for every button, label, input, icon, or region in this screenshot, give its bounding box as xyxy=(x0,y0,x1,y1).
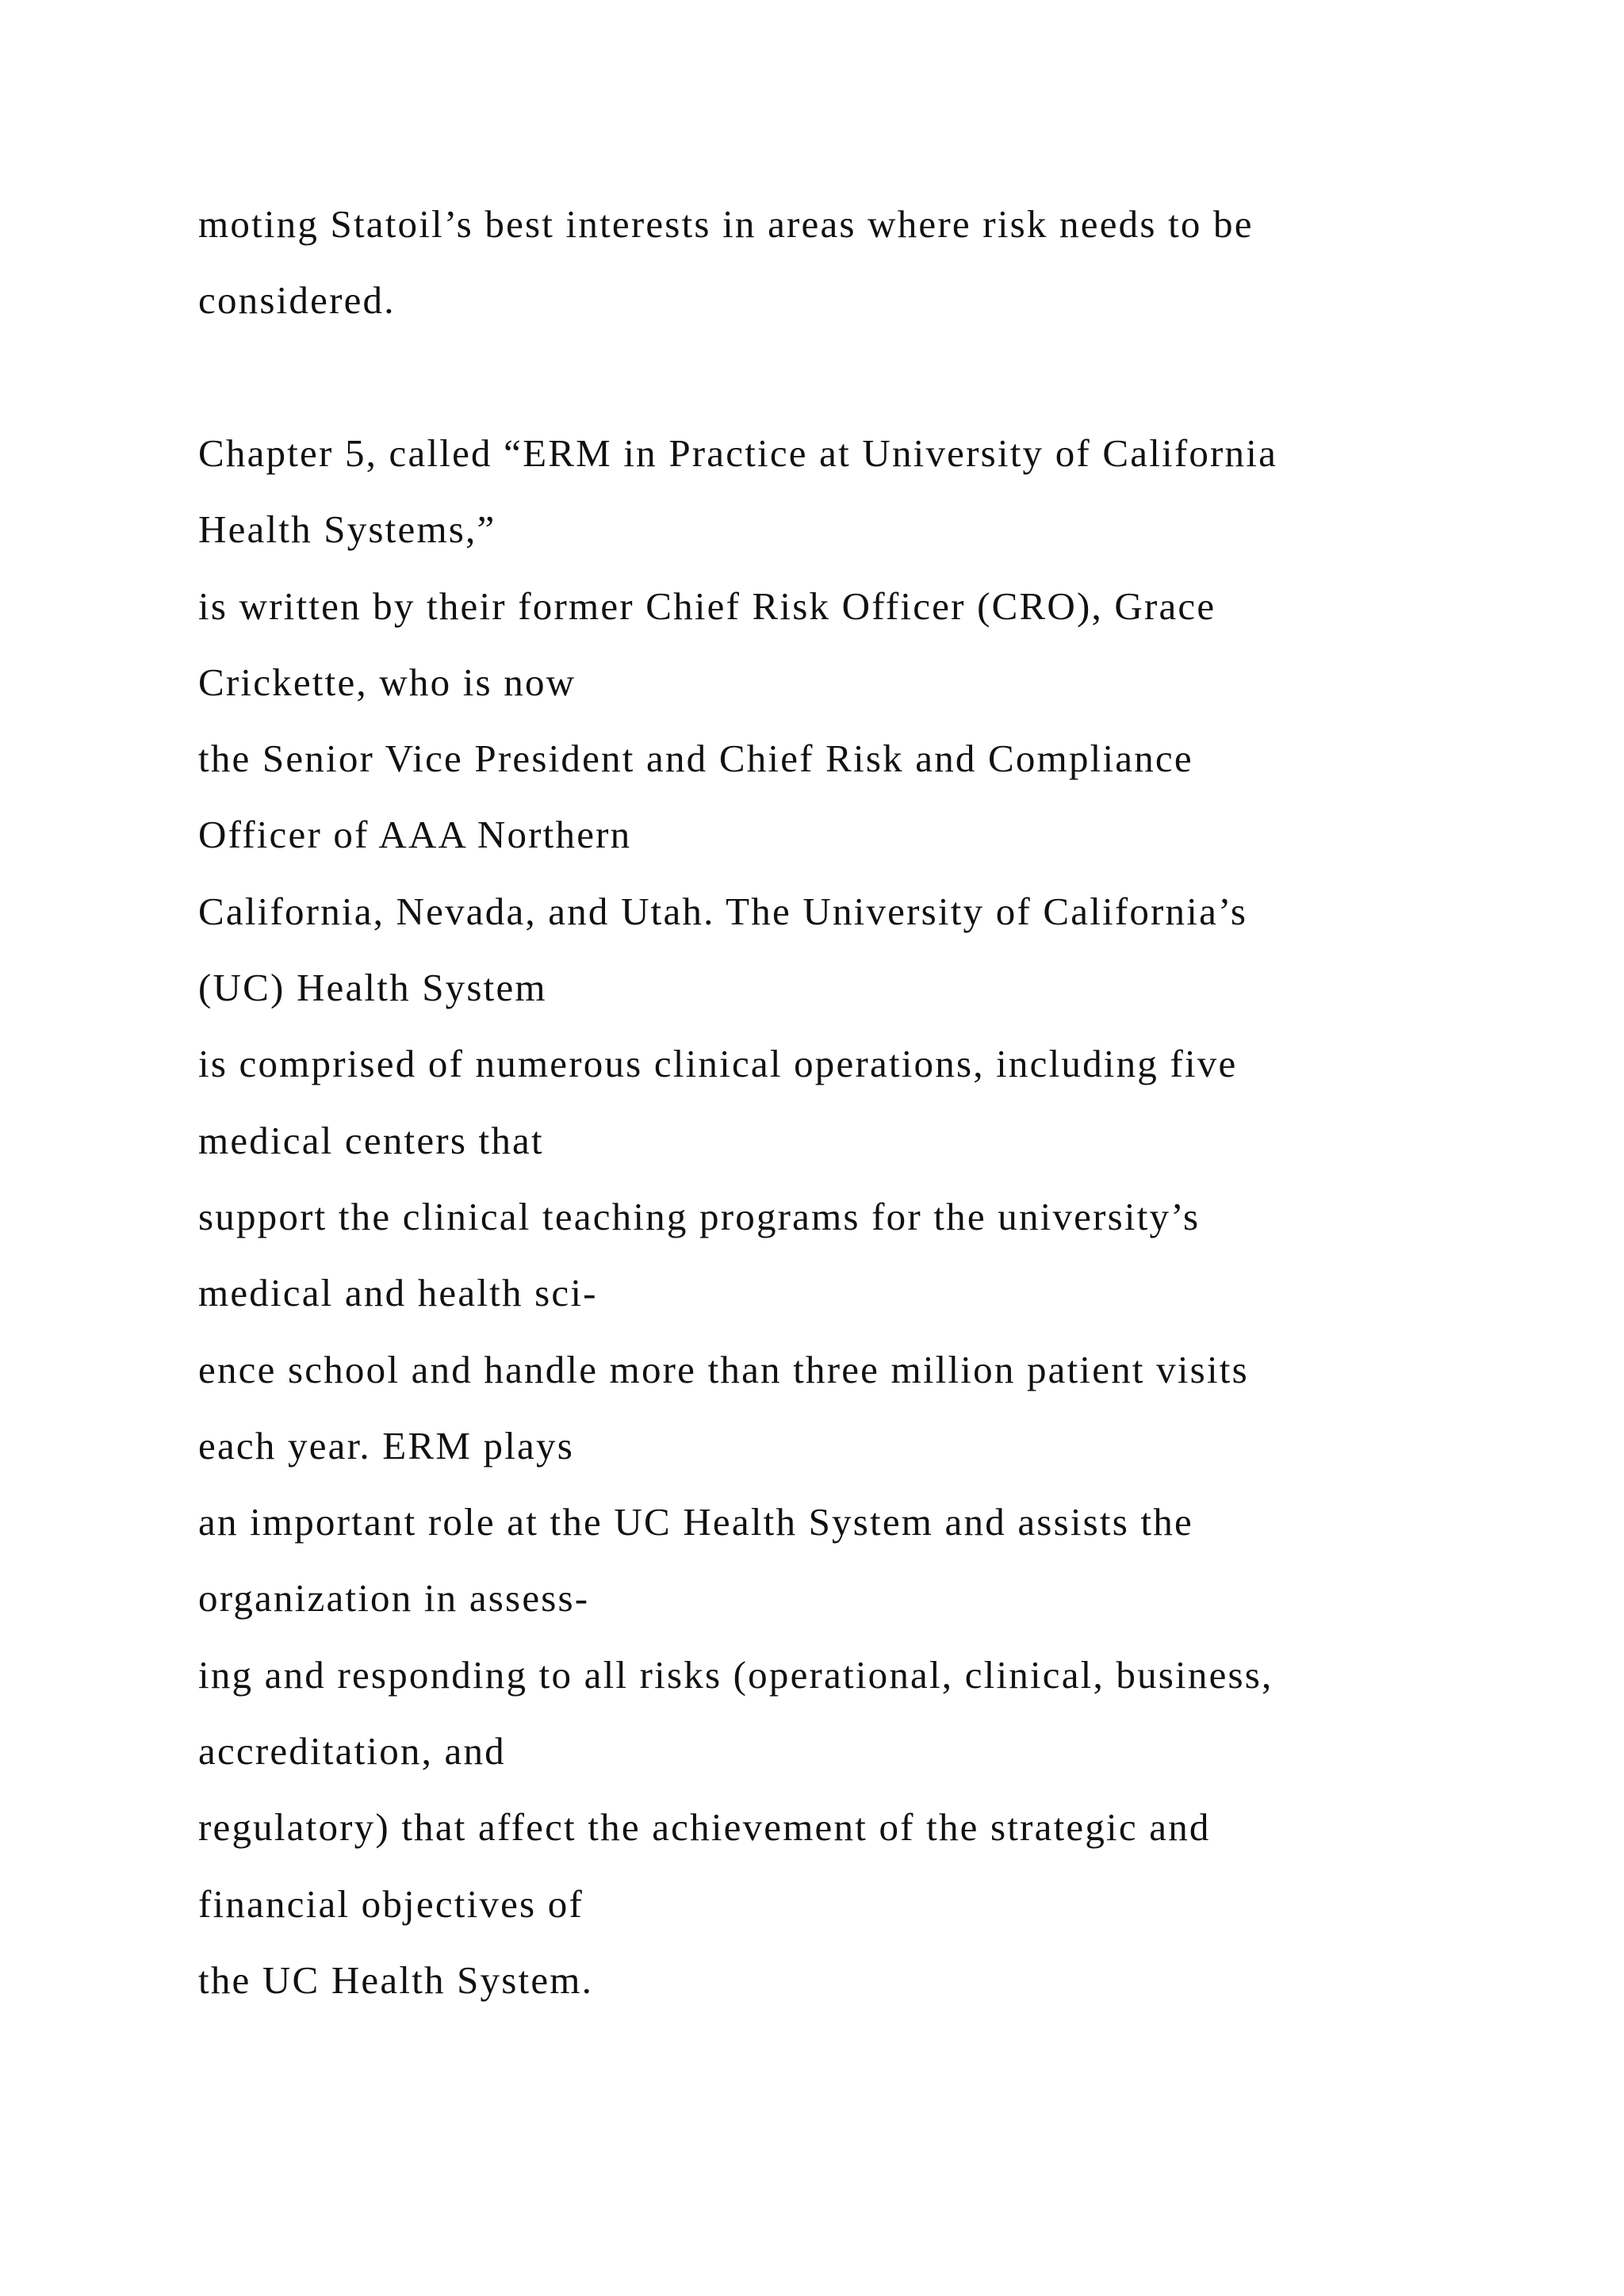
text-line: each year. ERM plays xyxy=(198,1423,574,1468)
text-line: Health Systems,” xyxy=(198,507,496,552)
text-line: medical centers that xyxy=(198,1118,544,1162)
text-line: California, Nevada, and Utah. The University of California’s xyxy=(198,889,1248,933)
text-line: the UC Health System. xyxy=(198,1957,594,2002)
text-line: Chapter 5, called “ERM in Practice at University of California xyxy=(198,431,1278,475)
text-line: regulatory) that affect the achievement of the strategic and xyxy=(198,1805,1211,1850)
text-line: ence school and handle more than three million patient visits xyxy=(198,1347,1249,1391)
text-line: is comprised of numerous clinical operations, including five xyxy=(198,1042,1238,1086)
text-line: is written by their former Chief Risk Officer (CRO), Grace xyxy=(198,584,1216,628)
text-line: medical and health sci- xyxy=(198,1271,598,1315)
paragraph-chapter-5 xyxy=(198,415,1546,2019)
text-line: support the clinical teaching programs for the university’s xyxy=(198,1194,1201,1238)
text-line: Officer of AAA Northern xyxy=(198,813,632,857)
paragraph-statoil-continuation xyxy=(198,186,1546,339)
text-line: the Senior Vice President and Chief Risk and Compliance xyxy=(198,737,1193,781)
text-line: considered. xyxy=(198,278,396,323)
text-line: moting Statoil’s best interests in areas where risk needs to be xyxy=(198,202,1254,246)
text-line: organization in assess- xyxy=(198,1576,590,1621)
text-line: Crickette, who is now xyxy=(198,660,576,704)
text-line: (UC) Health System xyxy=(198,966,547,1010)
text-line: an important role at the UC Health System and assists the xyxy=(198,1500,1193,1544)
text-line: ing and responding to all risks (operational, clinical, business, xyxy=(198,1652,1274,1697)
text-line: financial objectives of xyxy=(198,1881,584,1926)
text-line: accreditation, and xyxy=(198,1729,506,1774)
